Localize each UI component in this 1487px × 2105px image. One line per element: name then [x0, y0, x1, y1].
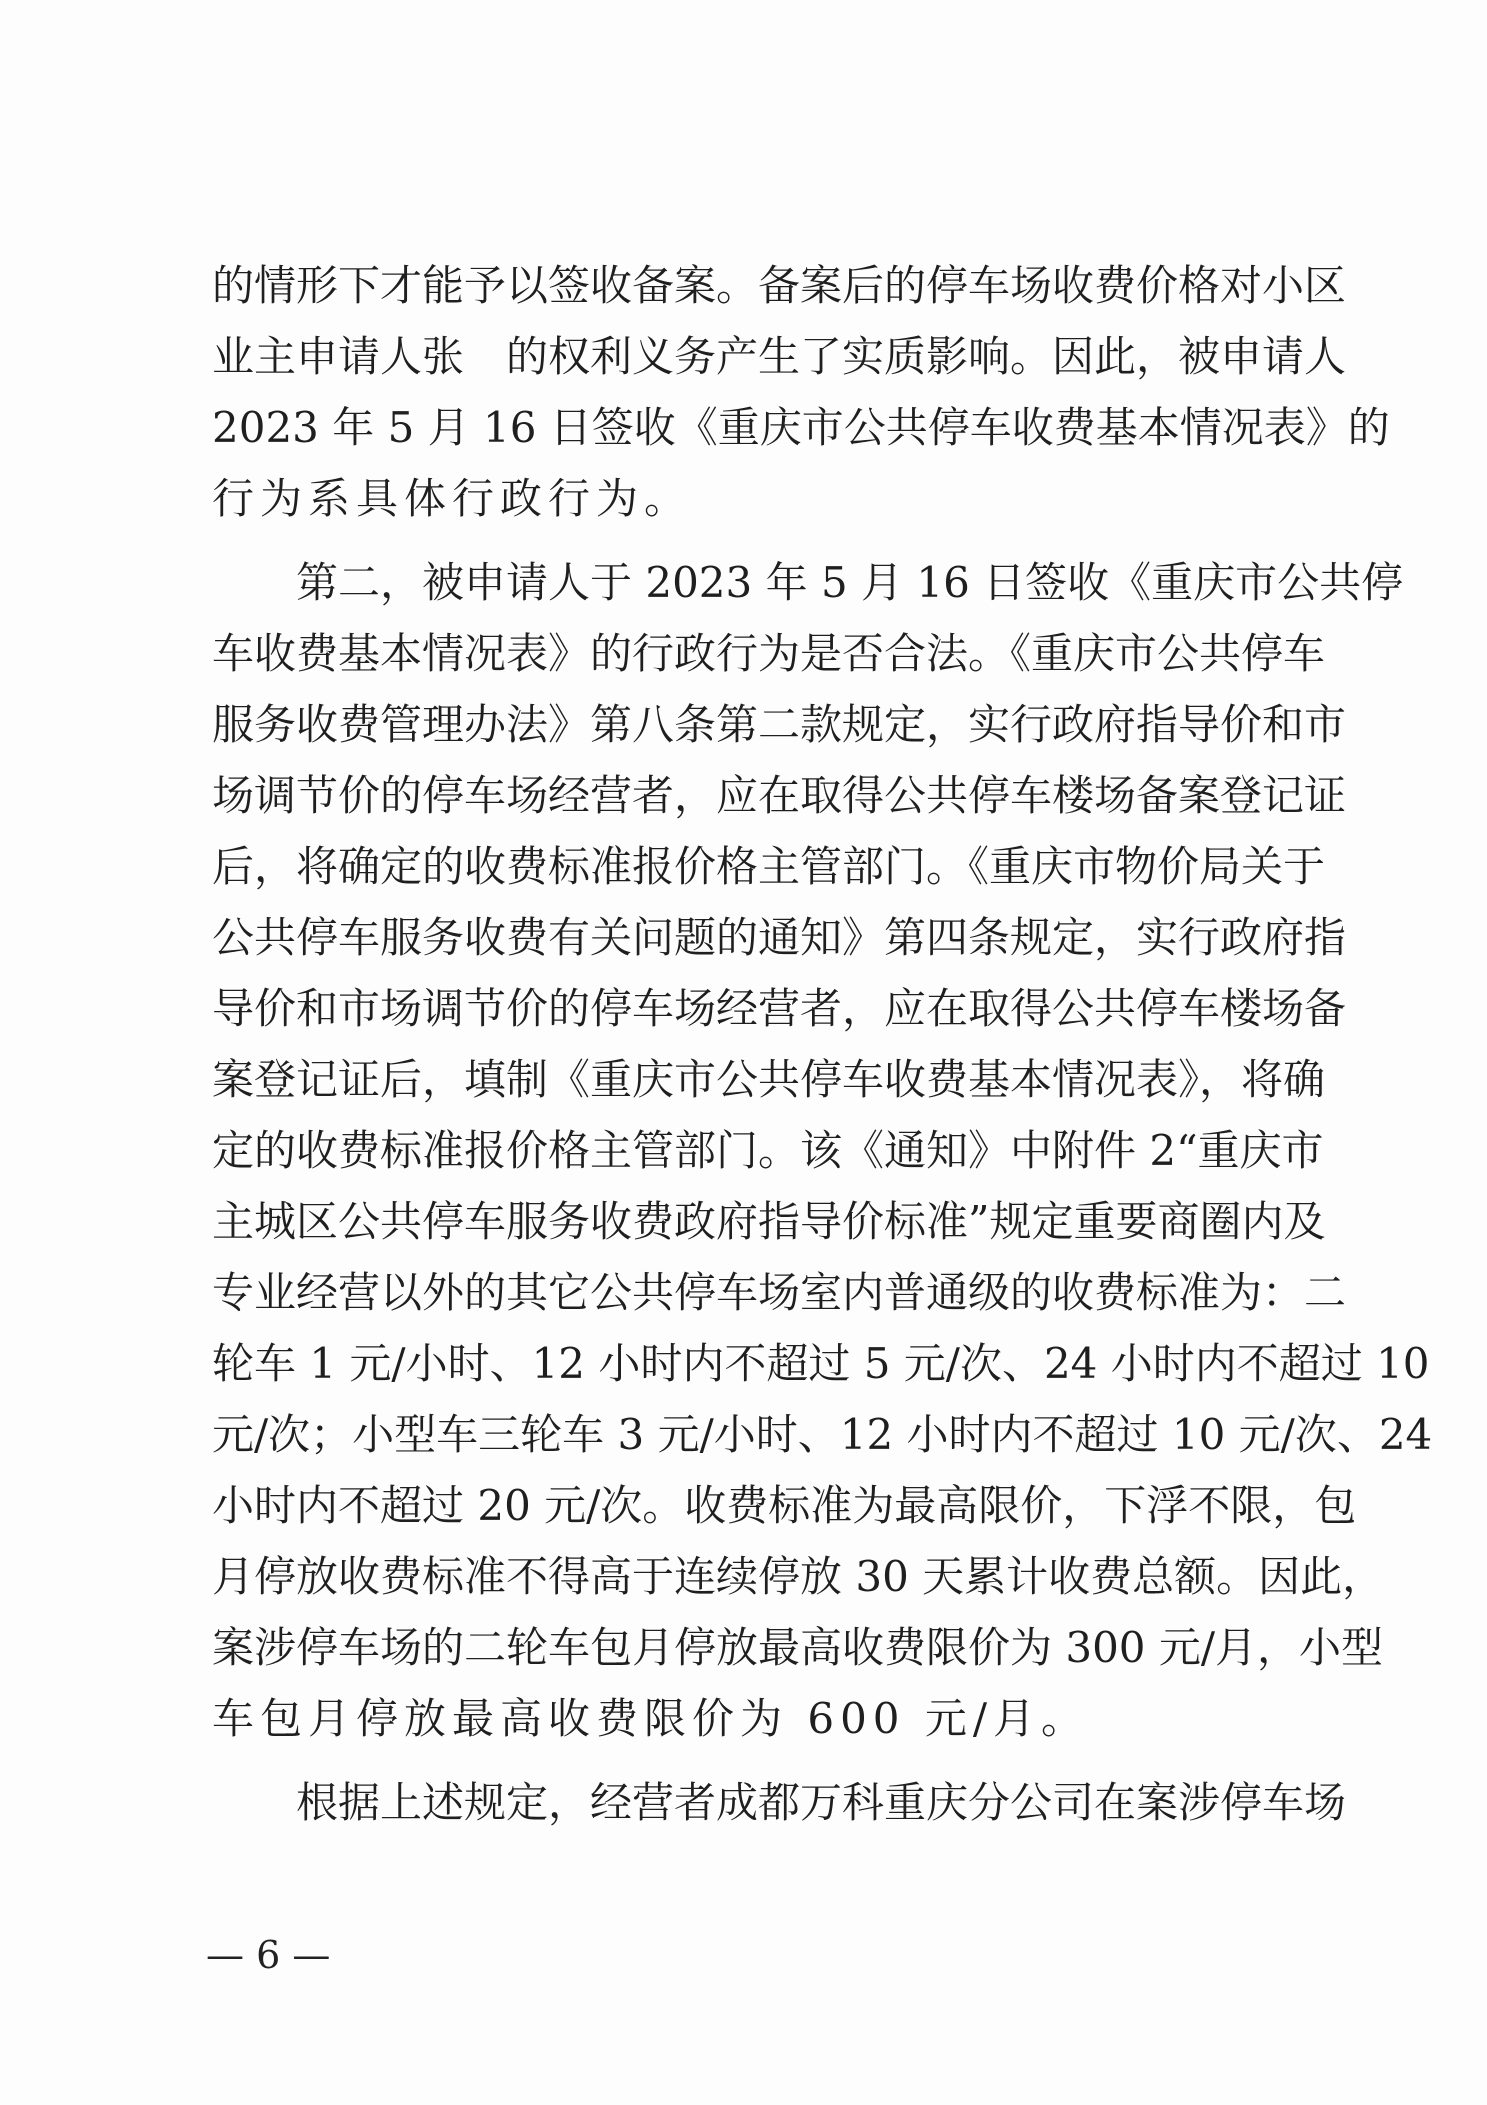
text-line: 业主申请人张 的权利义务产生了实质影响。因此，被申请人 — [212, 332, 1347, 381]
text-line: 行为系具体行政行为。 — [212, 474, 693, 523]
text-line: 后，将确定的收费标准报价格主管部门。《重庆市物价局关于 — [212, 842, 1326, 891]
text-line: 的情形下才能予以签收备案。备案后的停车场收费价格对小区 — [212, 261, 1347, 310]
paragraph-gap — [212, 534, 1302, 547]
page-number: — 6 — — [206, 1933, 331, 1977]
text-line: 轮车 1 元/小时、12 小时内不超过 5 元/次、24 小时内不超过 10 — [212, 1339, 1430, 1388]
text-line: 场调节价的停车场经营者，应在取得公共停车楼场备案登记证 — [212, 771, 1347, 820]
text-line: 月停放收费标准不得高于连续停放 30 天累计收费总额。因此， — [212, 1552, 1385, 1601]
text-line: 小时内不超过 20 元/次。收费标准为最高限价，下浮不限，包 — [212, 1481, 1357, 1530]
document-body — [212, 250, 1433, 1838]
text-line: 定的收费标准报价格主管部门。该《通知》中附件 2“重庆市 — [212, 1126, 1324, 1175]
text-line: 案涉停车场的二轮车包月停放最高收费限价为 300 元/月，小型 — [212, 1623, 1384, 1672]
text-line: 专业经营以外的其它公共停车场室内普通级的收费标准为：二 — [212, 1268, 1347, 1317]
paragraph-gap — [212, 1754, 1302, 1767]
paragraph-3 — [212, 1767, 1347, 1838]
text-line: 案登记证后，填制《重庆市公共停车收费基本情况表》，将确 — [212, 1055, 1326, 1104]
paragraph-2 — [212, 547, 1433, 1754]
text-line: 车收费基本情况表》的行政行为是否合法。《重庆市公共停车 — [212, 629, 1326, 678]
text-line: 服务收费管理办法》第八条第二款规定，实行政府指导价和市 — [212, 700, 1347, 749]
paragraph-1 — [212, 250, 1390, 534]
text-line: 车包月停放最高收费限价为 600 元/月。 — [212, 1694, 1090, 1743]
text-line: 第二，被申请人于 2023 年 5 月 16 日签收《重庆市公共停 — [212, 558, 1404, 607]
text-line: 导价和市场调节价的停车场经营者，应在取得公共停车楼场备 — [212, 984, 1347, 1033]
text-line: 2023 年 5 月 16 日签收《重庆市公共停车收费基本情况表》的 — [212, 403, 1390, 452]
text-line: 公共停车服务收费有关问题的通知》第四条规定，实行政府指 — [212, 913, 1347, 962]
text-line: 根据上述规定，经营者成都万科重庆分公司在案涉停车场 — [212, 1778, 1347, 1827]
text-line: 元/次；小型车三轮车 3 元/小时、12 小时内不超过 10 元/次、24 — [212, 1410, 1433, 1459]
text-line: 主城区公共停车服务收费政府指导价标准”规定重要商圈内及 — [212, 1197, 1326, 1246]
